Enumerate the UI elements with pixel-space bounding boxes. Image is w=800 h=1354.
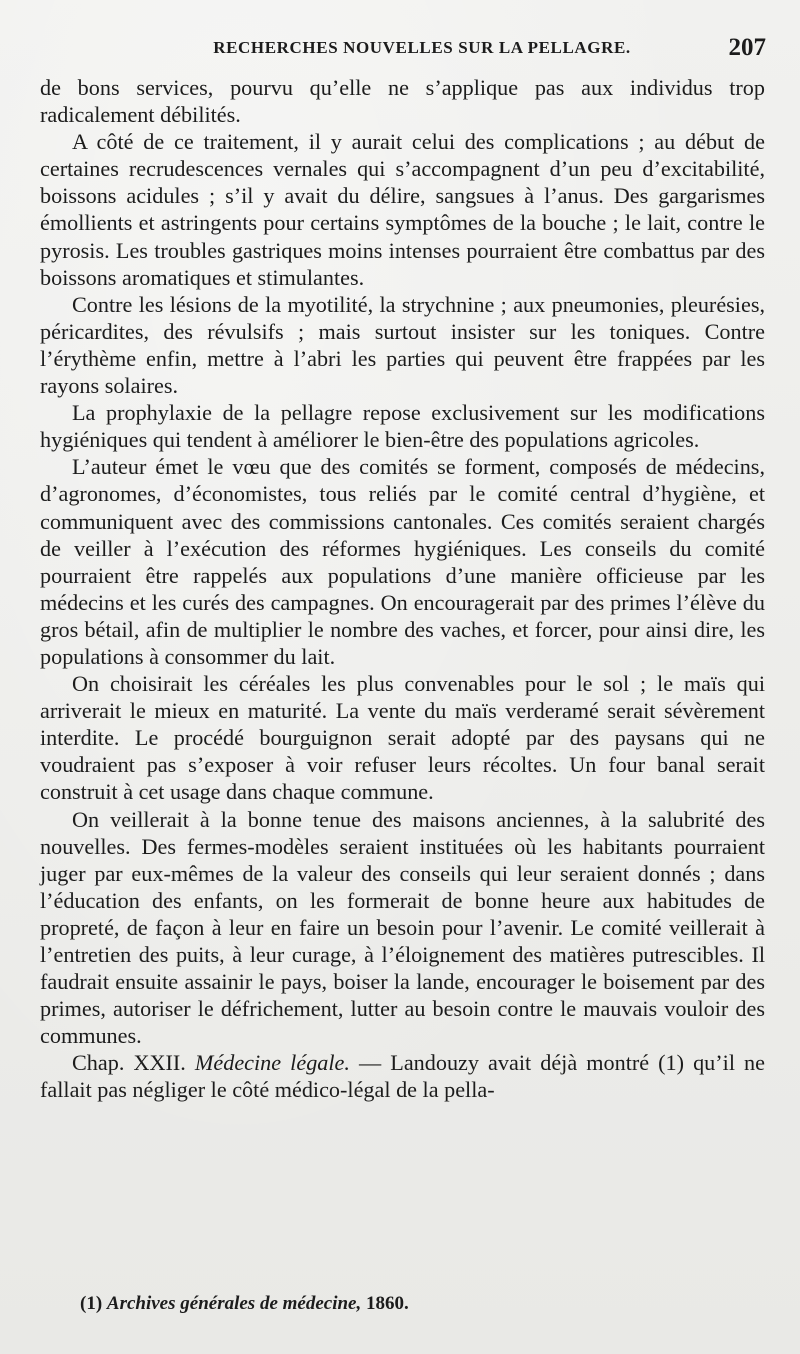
paragraph: A côté de ce traitement, il y aurait celui des complications ; au début de certaines recrudescences vernales qui s’accompagnent d’un peu d’excitabilité, boissons acidules ; s’il y avait du délire, sangsues à l’anus. Des gargarismes émollients et astringents pour certains symptômes de la bouche ; le lait, contre le pyrosis. Les troubles gastriques moins intenses pourraient être combattus par des boissons aromatiques et stimulantes. xyxy=(40,129,765,290)
chapter-label: Chap. XXII. xyxy=(72,1050,195,1076)
running-title: RECHERCHES NOUVELLES SUR LA PELLAGRE. xyxy=(213,38,631,57)
paragraph: On veillerait à la bonne tenue des maisons anciennes, à la salubrité des nouvelles. Des fermes-modèles seraient instituées où les habitants pourraient juger par eux-mêmes de la valeur des conseils qui leur seraient donnés ; dans l’éducation des enfants, on les formerait de bonne heure aux habitudes de propreté, de façon à leur en faire un besoin pour l’avenir. Le comité veillerait à l’entretien des puits, à leur curage, à l’éloignement des matières putrescibles. Il faudrait ensuite assainir le pays, boiser la lande, encourager le boisement par des primes, autoriser le défrichement, lutter au besoin contre le mauvais vouloir des communes. xyxy=(40,806,765,1049)
paragraph: Contre les lésions de la myotilité, la strychnine ; aux pneumonies, pleurésies, péricardites, des révulsifs ; mais surtout insister sur les toniques. Contre l’érythème enfin, mettre à l’abri les parties qui peuvent être frappées par les rayons solaires. xyxy=(40,291,765,399)
paragraph: L’auteur émet le vœu que des comités se forment, composés de médecins, d’agronomes, d’économistes, tous reliés par le comité central d’hygiène, et communiquent avec des commissions cantonales. Ces comités seraient chargés de veiller à l’exécution des réformes hygiéniques. Les conseils du comité pourraient être rappelés aux populations d’une manière officieuse par les médecins et les curés des campagnes. On encouragerait par des primes l’élève du gros bétail, afin de multiplier le nombre des vaches, et forcer, pour ainsi dire, les populations à consommer du lait. xyxy=(40,454,765,669)
body-text xyxy=(40,74,765,1104)
page-header xyxy=(38,34,766,66)
chapter-text: — Landouzy avait déjà montré (1) qu’il ne fallait pas négliger le côté médico-légal de la pella- xyxy=(40,1050,765,1103)
footnote-source: Archives générales de médecine, xyxy=(106,1293,362,1314)
footnote-mark: (1) xyxy=(80,1293,107,1314)
chapter-paragraph xyxy=(40,1049,765,1103)
footnote-year: 1860. xyxy=(361,1293,409,1314)
page-number: 207 xyxy=(728,34,766,61)
paragraph: On choisirait les céréales les plus convenables pour le sol ; le maïs qui arriverait le mieux en maturité. La vente du maïs verderamé serait sévèrement interdite. Le procédé bourguignon serait adopté par des paysans qui ne voudraient pas s’exposer à voir refuser leurs récoltes. Un four banal serait construit à cet usage dans chaque commune. xyxy=(40,671,765,805)
paragraph: La prophylaxie de la pellagre repose exclusivement sur les modifications hygiéniques qui tendent à améliorer le bien-être des populations agricoles. xyxy=(40,400,765,453)
chapter-title: Médecine légale. xyxy=(194,1050,350,1076)
footnote xyxy=(80,1293,409,1315)
paragraph: de bons services, pourvu qu’elle ne s’applique pas aux individus trop radicalement débilités. xyxy=(40,75,765,128)
